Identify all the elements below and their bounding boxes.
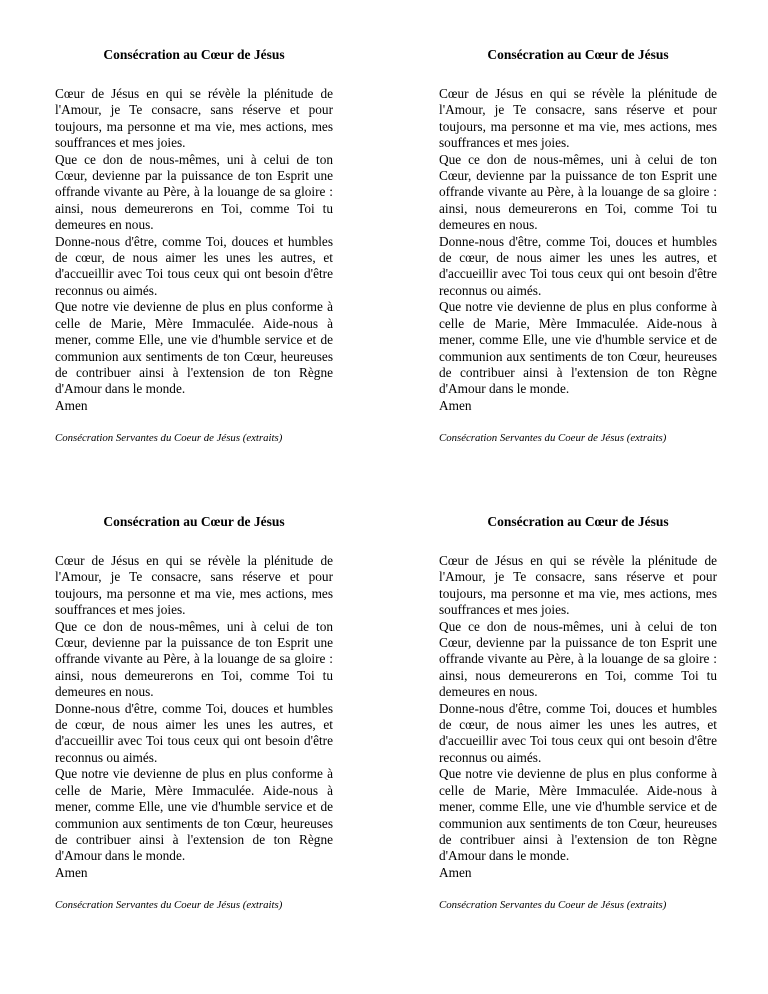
prayer-paragraph-4: Que notre vie devienne de plus en plus conforme à celle de Marie, Mère Immaculée. Aide-nous à mener, comme Elle, une vie d'humble service et de communion aux sentiments de ton Cœur, heureuses de contribuer ainsi à l'extension de ton Règne d'Amour dans le monde.: [439, 299, 717, 397]
prayer-paragraph-2: Que ce don de nous-mêmes, uni à celui de ton Cœur, devienne par la puissance de ton Esprit une offrande vivante au Père, à la louange de sa gloire : ainsi, nous demeurerons en Toi, comme Toi tu demeures en nous.: [439, 151, 717, 233]
prayer-card-bottom-left: [55, 513, 333, 911]
prayer-paragraph-3: Donne-nous d'être, comme Toi, douces et humbles de cœur, de nous aimer les unes les autres, et d'accueillir avec Toi tous ceux qui ont besoin d'être reconnus ou aimés.: [55, 233, 333, 298]
prayer-paragraph-2: Que ce don de nous-mêmes, uni à celui de ton Cœur, devienne par la puissance de ton Esprit une offrande vivante au Père, à la louange de sa gloire : ainsi, nous demeurerons en Toi, comme Toi tu demeures en nous.: [55, 151, 333, 233]
source-citation: Consécration Servantes du Coeur de Jésus (extraits): [55, 899, 283, 912]
source-citation: Consécration Servantes du Coeur de Jésus (extraits): [55, 432, 283, 445]
prayer-card-bottom-right: [439, 513, 717, 911]
amen-text: Amen: [439, 864, 472, 880]
prayer-paragraph-3: Donne-nous d'être, comme Toi, douces et humbles de cœur, de nous aimer les unes les autres, et d'accueillir avec Toi tous ceux qui ont besoin d'être reconnus ou aimés.: [439, 233, 717, 298]
card-title: Consécration au Cœur de Jésus: [487, 47, 669, 62]
prayer-paragraph-1: Cœur de Jésus en qui se révèle la plénitude de l'Amour, je Te consacre, sans réserve et pour toujours, ma personne et ma vie, mes actions, mes souffrances et mes joies.: [55, 86, 333, 151]
prayer-paragraph-4: Que notre vie devienne de plus en plus conforme à celle de Marie, Mère Immaculée. Aide-nous à mener, comme Elle, une vie d'humble service et de communion aux sentiments de ton Cœur, heureuses de contribuer ainsi à l'extension de ton Règne d'Amour dans le monde.: [439, 766, 717, 864]
prayer-paragraph-4: Que notre vie devienne de plus en plus conforme à celle de Marie, Mère Immaculée. Aide-nous à mener, comme Elle, une vie d'humble service et de communion aux sentiments de ton Cœur, heureuses de contribuer ainsi à l'extension de ton Règne d'Amour dans le monde.: [55, 299, 333, 397]
card-title: Consécration au Cœur de Jésus: [487, 514, 669, 529]
prayer-card-top-left: [55, 46, 333, 444]
prayer-paragraph-2: Que ce don de nous-mêmes, uni à celui de ton Cœur, devienne par la puissance de ton Esprit une offrande vivante au Père, à la louange de sa gloire : ainsi, nous demeurerons en Toi, comme Toi tu demeures en nous.: [55, 618, 333, 700]
prayer-paragraph-4: Que notre vie devienne de plus en plus conforme à celle de Marie, Mère Immaculée. Aide-nous à mener, comme Elle, une vie d'humble service et de communion aux sentiments de ton Cœur, heureuses de contribuer ainsi à l'extension de ton Règne d'Amour dans le monde.: [55, 766, 333, 864]
source-citation: Consécration Servantes du Coeur de Jésus (extraits): [439, 432, 667, 445]
prayer-paragraph-3: Donne-nous d'être, comme Toi, douces et humbles de cœur, de nous aimer les unes les autres, et d'accueillir avec Toi tous ceux qui ont besoin d'être reconnus ou aimés.: [439, 700, 717, 765]
card-title: Consécration au Cœur de Jésus: [103, 47, 285, 62]
card-title: Consécration au Cœur de Jésus: [103, 514, 285, 529]
amen-text: Amen: [55, 864, 88, 880]
source-citation: Consécration Servantes du Coeur de Jésus (extraits): [439, 899, 667, 912]
amen-text: Amen: [55, 397, 88, 413]
prayer-paragraph-1: Cœur de Jésus en qui se révèle la plénitude de l'Amour, je Te consacre, sans réserve et pour toujours, ma personne et ma vie, mes actions, mes souffrances et mes joies.: [439, 86, 717, 151]
prayer-paragraph-2: Que ce don de nous-mêmes, uni à celui de ton Cœur, devienne par la puissance de ton Esprit une offrande vivante au Père, à la louange de sa gloire : ainsi, nous demeurerons en Toi, comme Toi tu demeures en nous.: [439, 618, 717, 700]
amen-text: Amen: [439, 397, 472, 413]
prayer-paragraph-3: Donne-nous d'être, comme Toi, douces et humbles de cœur, de nous aimer les unes les autres, et d'accueillir avec Toi tous ceux qui ont besoin d'être reconnus ou aimés.: [55, 700, 333, 765]
prayer-paragraph-1: Cœur de Jésus en qui se révèle la plénitude de l'Amour, je Te consacre, sans réserve et pour toujours, ma personne et ma vie, mes actions, mes souffrances et mes joies.: [55, 553, 333, 618]
prayer-card-top-right: [439, 46, 717, 444]
prayer-paragraph-1: Cœur de Jésus en qui se révèle la plénitude de l'Amour, je Te consacre, sans réserve et pour toujours, ma personne et ma vie, mes actions, mes souffrances et mes joies.: [439, 553, 717, 618]
